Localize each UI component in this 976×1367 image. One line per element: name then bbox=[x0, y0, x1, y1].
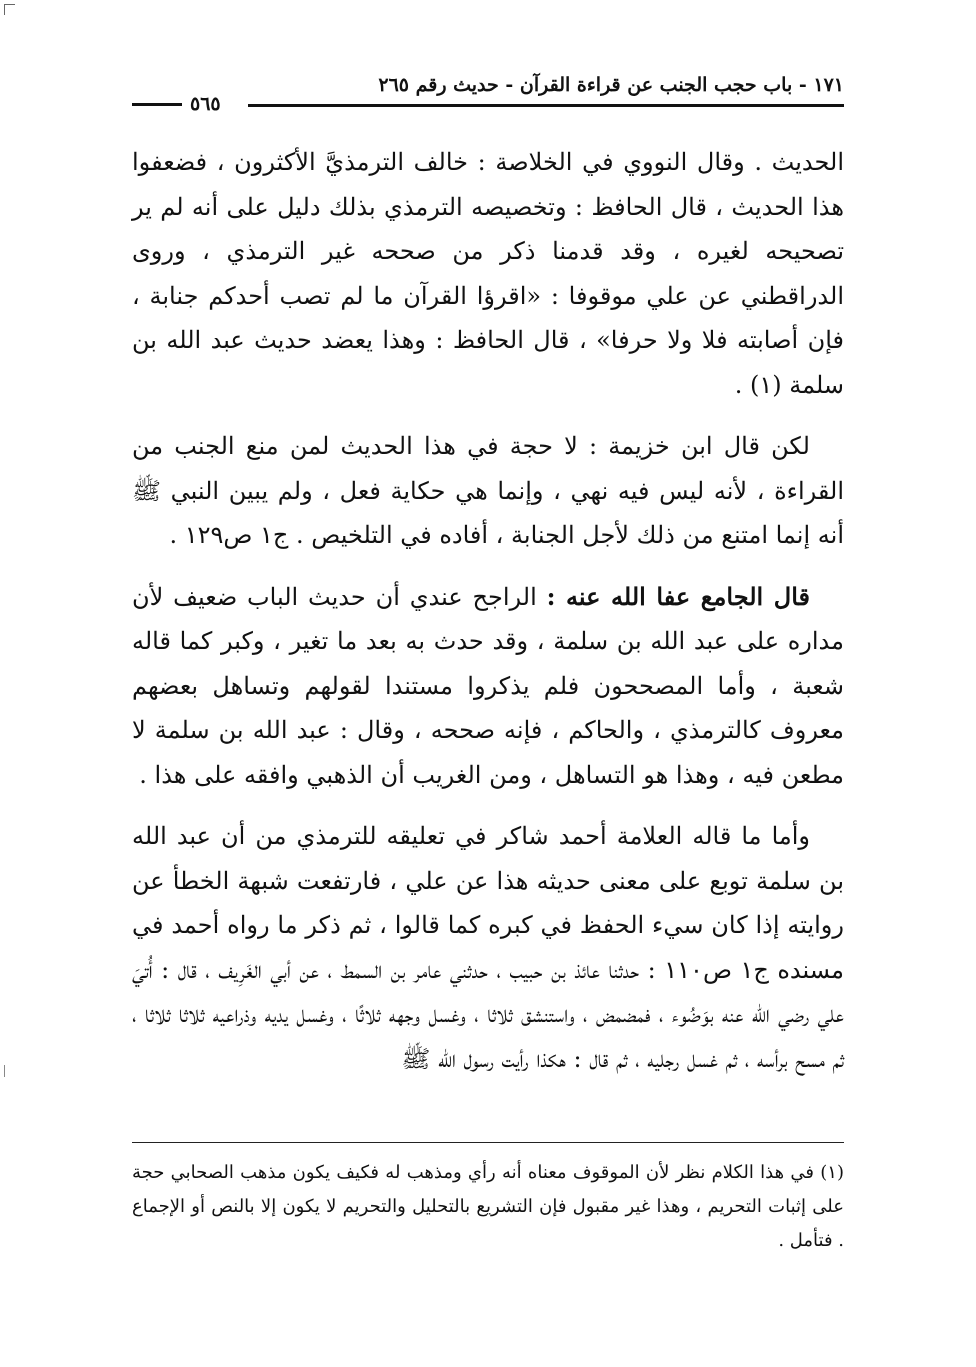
crop-mark bbox=[4, 4, 15, 15]
page-number: ٥٦٥ bbox=[190, 93, 221, 115]
paragraph-2-text: لكن قال ابن خزيمة : لا حجة في هذا الحديث لمن منع الجنب من القراءة ، لأنه ليس فيه نهي ، وإنما هي حكاية فعل ، ولم يبين النبي ﷺ أنه إنما امتنع من ذلك لأجل الجنابة ، أفاده في التلخيص . ج١ ص١٢٩ . bbox=[132, 432, 844, 549]
paragraph-2 bbox=[132, 424, 844, 558]
footnote: (١) في هذا الكلام نظر لأن الموقوف معناه أنه رأي ومذهب له فكيف يكون مذهب الصحابي حجة على إثبات التحريم ، وهذا غير مقبول فإن التشريع بالتحليل والتحريم لا يكون إلا بالنص أو الإجماع . فتأمل . bbox=[132, 1162, 844, 1251]
page-header bbox=[132, 70, 844, 120]
footnote-separator bbox=[132, 1142, 844, 1143]
header-rule bbox=[248, 104, 844, 107]
paragraph-3-text: الراجح عندي أن حديث الباب ضعيف لأن مداره على عبد الله بن سلمة ، وقد حدث به بعد ما تغير ، وكبر كما قاله شعبة ، وأما المصححون فلم يذكروا مستندا لقولهم وتساهل بعضهم معروف كالترمذي ، والحاكم ، فإنه صححه ، وقال : عبد الله بن سلمة لا مطعن فيه ، وهذا هو التساهل ، ومن الغريب أن الذهبي وافقه على هذا . bbox=[132, 582, 844, 789]
paragraph-4 bbox=[132, 814, 844, 1081]
margin-mark bbox=[4, 1065, 5, 1077]
paragraph-4-text: وأما ما قاله العلامة أحمد شاكر في تعليقه للترمذي من أن عبد الله بن سلمة توبع على معنى حديثه هذا عن علي ، فارتفعت شبهة الخطأ عن روايته إذا كان سيء الحفظ في كبره كما قالوا ، ثم ذكر ما رواه أحمد في مسنده ج١ ص١١٠ : حدثنا عائذ بن حبيب ، حدثني عامر بن السمط ، عن أبي الغَرِيف ، قال : أُتيَ علي رضي الله عنه بوَضُوء ، فمضمض ، واستنشق ثلاثا ، وغسل وجهه ثلاثًا ، وغسل يديه وذراعيه ثلاثا ثلاثا ، ثم مسح برأسه ، ثم غسل رجليه ، ثم قال : هكذا رأيت رسول الله ﷺ bbox=[132, 822, 845, 1073]
paragraph-1 bbox=[132, 140, 844, 407]
page-number-block bbox=[132, 92, 229, 116]
page-number-rule-left bbox=[132, 103, 182, 106]
paragraph-3-lead: قال الجامع عفا الله عنه : bbox=[546, 581, 810, 611]
main-text bbox=[132, 140, 844, 1098]
paragraph-3 bbox=[132, 575, 844, 798]
running-title: ١٧١ - باب حجب الجنب عن قراءة القرآن - حديث رقم ٢٦٥ bbox=[378, 74, 844, 96]
paragraph-1-text: الحديث . وقال النووي في الخلاصة : خالف الترمذيَّ الأكثرون ، فضعفوا هذا الحديث ، قال الحافظ : وتخصيصه الترمذي بذلك دليل على أنه لم ير تصحيحه لغيره ، وقد قدمنا ذكر من صححه غير الترمذي ، وروى الدراقطني عن علي موقوفا : «اقرؤا القرآن ما لم تصب أحدكم جنابة ، فإن أصابته فلا ولا حرفا» ، قال الحافظ : وهذا يعضد حديث عبد الله بن سلمة (١) . bbox=[132, 148, 844, 399]
